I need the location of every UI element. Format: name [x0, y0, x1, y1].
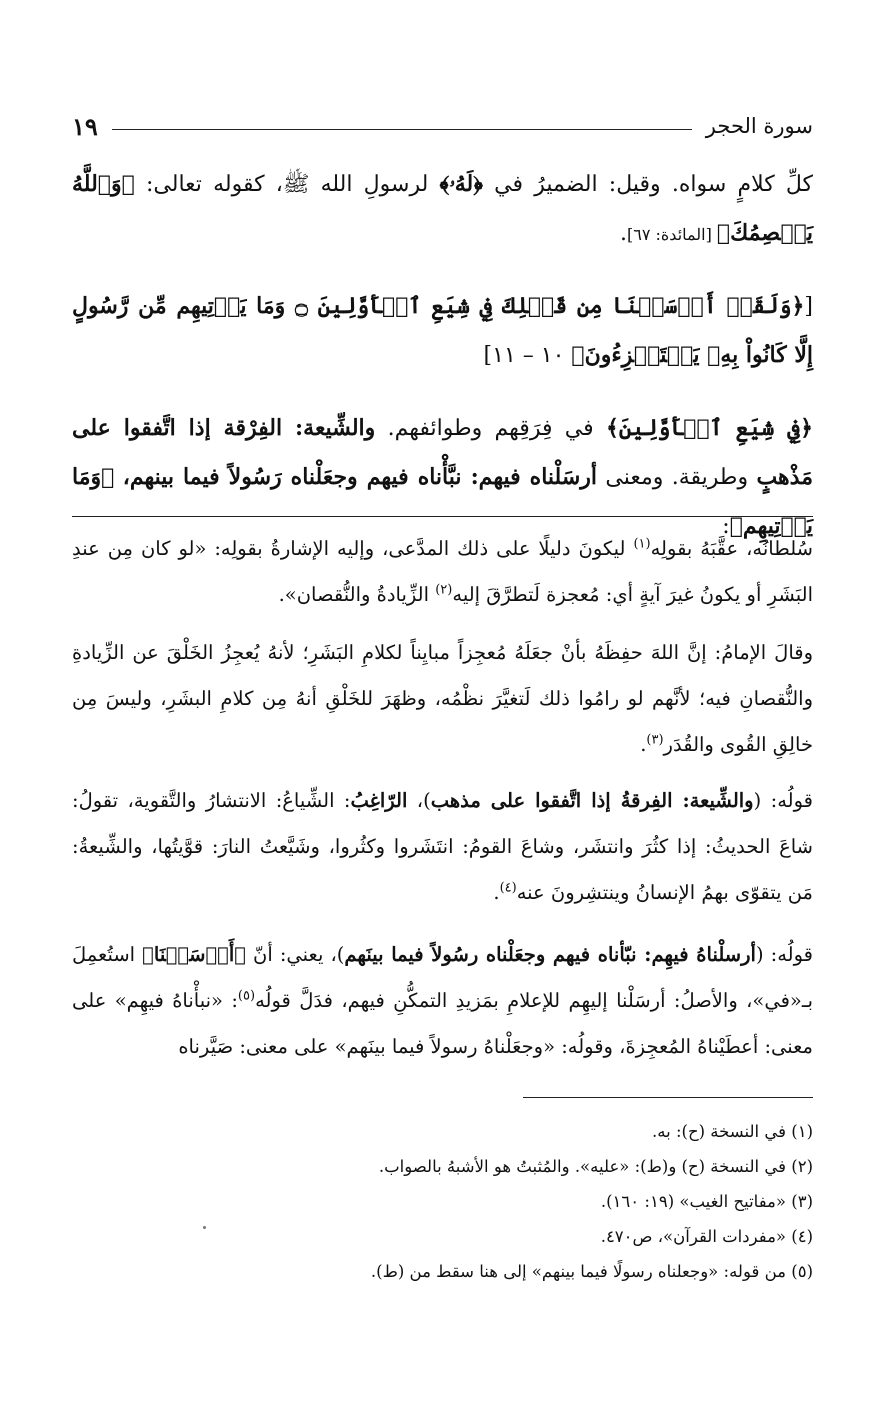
matn-text: في فِرَقِهم وطوائفهم.	[375, 416, 606, 441]
footnote-1: (١) في النسخة (ح): به.	[652, 1122, 813, 1141]
sharh-text: : «نبأْناهُ فيهِم» على معنى: أعطَيْناهُ المُعجِزةَ، وقولُه: «وجعَلْناهُ رسولاً فيما بينَهم» على معنى: صَيَّرناه	[72, 989, 813, 1058]
footnote-2: (٢) في النسخة (ح) و(ط): «عليه». والمُثبتُ هو الأشبهُ بالصواب.	[378, 1157, 813, 1176]
footnote-marker: (٥)	[237, 988, 256, 1004]
footnote-marker: (٤)	[499, 880, 517, 896]
footnote-marker: (٣)	[646, 732, 664, 748]
footnote-3: (٣) «مفاتيح الغيب» (١٩: ١٦٠).	[600, 1192, 813, 1211]
matn-bold-text: والشِّيعة: الفِرْقة إذا اتَّفقوا على مَذْهبٍ	[72, 415, 813, 490]
quran-verse: ﴿وَلَقَدۡ أَرۡسَلۡنَا مِن قَبۡلِكَ فِي شِيَعِ ٱلۡأَوَّلِينَ ۝ وَمَا يَأۡتِيهِم مِّن رَّسُولٍ إِلَّا كَانُواْ بِهِۦ يَسۡتَهۡزِءُونَ﴾	[72, 293, 813, 368]
verse-numbers: ١٠ – ١١	[492, 343, 572, 368]
sharh-bold-text: الرّاغِبُ	[350, 789, 408, 812]
matn-sharh-divider	[72, 516, 813, 517]
sharh-paragraph-4	[72, 932, 813, 1070]
sharh-text: : الشِّياعُ: الانتشارُ والتَّقوية، تقولُ: شاعَ الحديثُ: إذا كثُرَ وانتشَر، وشاعَ القومُ: انتَشَروا وكثُروا، وشَيَّعتُ النارَ: قوَّيتُها، والشِّيعةُ: مَن يتقوّى بهمُ الإنسانُ وينتشِرونَ عنه	[72, 789, 813, 904]
sharh-paragraph-2	[72, 630, 813, 768]
sharh-paragraph-3	[72, 778, 813, 916]
footnote-5: (٥) من قوله: «وجعلناه رسولًا فيما بينهم» إلى هنا سقط من (ط).	[370, 1262, 813, 1281]
footnote-marker: (١)	[633, 536, 651, 552]
sharh-bold-text: أرسلْناهُ فيهِم: نبّأناه فيهم وجعَلْناه رسُولاً فيما بينَهم	[344, 943, 756, 966]
scan-speck	[203, 1226, 206, 1229]
sharh-text: وقالَ الإمامُ: إنَّ اللهَ حفِظَهُ بأنْ جعَلَهُ مُعجِزاً مبايِناً لكلامِ البَشَرِ؛ لأنهُ يُعجِزُ الخَلْقَ عن الزِّيادةِ والنُّقصانِ فيه؛ لأنَّهم لو رامُوا ذلك لَتغيَّرَ نظْمُه، وظهَرَ للخَلْقِ أنهُ مِن كلامِ البشَرِ، وليسَ مِن خالِقِ القُوى والقُدَر	[72, 641, 813, 756]
sharh-text: سُلطانُه، عقَّبَهُ بقولِه	[650, 537, 814, 560]
matn-text: لرسولِ الله ﷺ، كقوله تعالى:	[134, 172, 440, 197]
matn-bold-text: أرسَلْناه فيهم: نبَّأْناه فيهم وجعَلْناه رَسُولاً فيما بينهم،	[122, 464, 597, 490]
footnote-marker: (٢)	[435, 582, 453, 598]
sharh-text: )،	[407, 789, 431, 812]
matn-text	[114, 465, 122, 490]
matn-text: .	[620, 221, 627, 246]
verse-bracket-open: [	[804, 294, 814, 319]
sharh-text: قولُه: (	[755, 943, 814, 966]
sharh-text: .	[640, 733, 647, 756]
sharh-bold-text: والشِّيعة: الفِرقةُ إذا اتَّفقوا على مذهب	[430, 789, 754, 812]
matn-text: كلِّ كلامٍ سواه. وقيل: الضميرُ في	[483, 172, 814, 197]
quran-quote: ﴿وَٱللَّهُ يَعۡصِمُكَ﴾	[72, 171, 813, 246]
sharh-text: ليكونَ دليلًا على ذلك المدَّعى، وإليه الإشارةُ بقولِه: «لو كان مِن عندِ البَشَرِ أو يكونُ غيرَ آيةٍ أي: مُعجزة لَتطرَّقَ إليه	[72, 537, 813, 606]
verse-block	[72, 282, 813, 380]
sharh-text: قولُه: (	[753, 789, 813, 812]
quran-quote: ﴿وَمَا يَأۡتِيهِم﴾	[72, 464, 813, 539]
matn-text: :	[722, 514, 730, 539]
verse-bracket-close: ]	[483, 343, 493, 368]
sharh-text: استُعمِلَ بـ«في»، والأصلُ: أرسَلْنا إليهِم للإعلامِ بمَزيدِ التمكُّنِ فيهم، فدَلَّ قولُه	[72, 943, 813, 1012]
sharh-text: الزِّيادةُ والنُّقصان».	[278, 583, 436, 606]
footnote-rule	[523, 1097, 813, 1098]
quran-quote: ﴿لَهُۥ﴾	[439, 171, 483, 197]
header-rule	[112, 129, 692, 130]
quran-quote: ﴿أَرۡسَلۡنَا﴾	[142, 943, 246, 966]
running-header	[72, 108, 813, 144]
verse-reference: [المائدة: ٦٧]	[627, 225, 717, 244]
sharh-paragraph-1	[72, 526, 813, 618]
sharh-text: )، يعني: أنّ	[245, 943, 345, 966]
footnotes-list	[72, 1114, 813, 1289]
sharh-text: .	[493, 881, 500, 904]
surah-title: سورة الحجر	[705, 114, 813, 138]
matn-paragraph-1	[72, 160, 813, 259]
page-number: ١٩	[72, 111, 98, 141]
footnote-4: (٤) «مفردات القرآن»، ص٤٧٠.	[600, 1227, 813, 1246]
quran-quote: ﴿فِي شِيَعِ ٱلۡأَوَّلِينَ﴾	[605, 415, 813, 441]
matn-text: وطريقة. ومعنى	[597, 465, 757, 490]
